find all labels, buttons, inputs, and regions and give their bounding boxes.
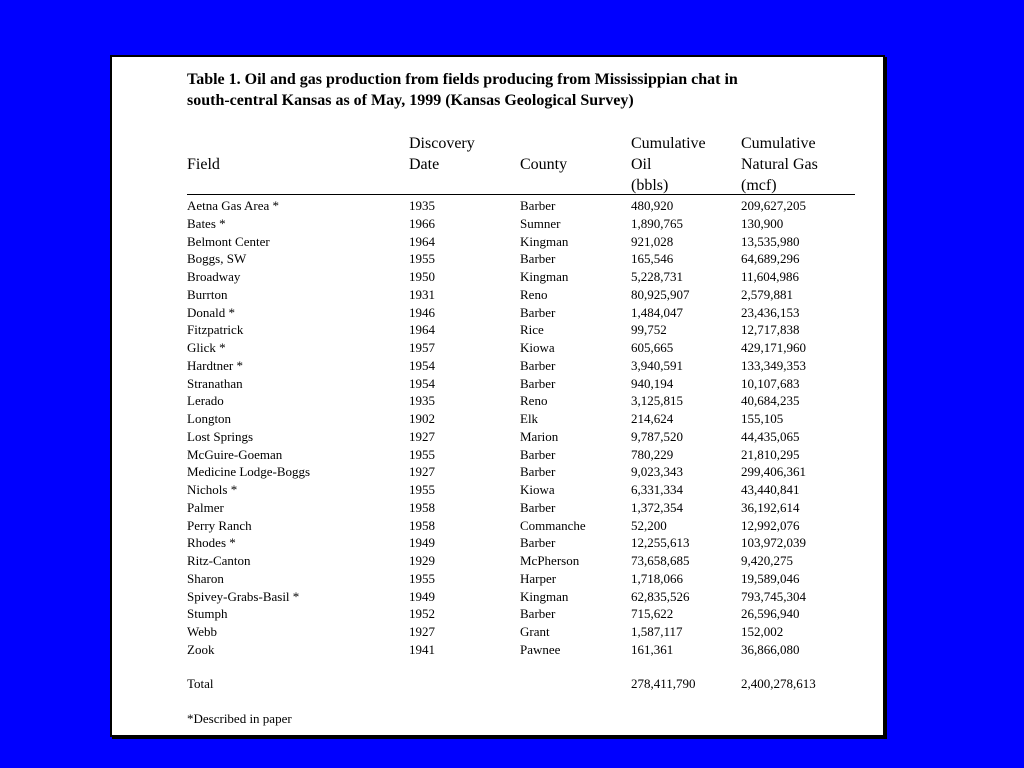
- cell-cumulative-gas: 209,627,205: [741, 198, 806, 213]
- cell-field: Stranathan: [187, 375, 243, 391]
- cell-county: Kiowa: [520, 482, 555, 497]
- cell-county: Reno: [520, 393, 548, 409]
- table-row: [187, 304, 867, 322]
- cell-cumulative-gas: 2,579,881: [741, 286, 793, 302]
- table-row: [187, 410, 867, 428]
- header-cumulative-oil: Cumulative Oil (bbls): [631, 135, 706, 194]
- cell-discovery-date: 1929: [409, 553, 435, 568]
- cell-cumulative-oil: 62,835,526: [631, 588, 690, 604]
- cell-field: Ritz-Canton: [187, 553, 251, 568]
- cell-cumulative-oil: 6,331,334: [631, 482, 683, 497]
- cell-cumulative-oil: 165,546: [631, 251, 674, 267]
- cell-county: Kingman: [520, 588, 569, 604]
- cell-discovery-date: 1955: [409, 251, 435, 267]
- cell-cumulative-oil: 1,890,765: [631, 215, 683, 231]
- cell-cumulative-oil: 940,194: [631, 375, 674, 391]
- cell-cumulative-gas: 40,684,235: [741, 393, 800, 409]
- cell-cumulative-oil: 1,718,066: [631, 570, 683, 586]
- table-row: [187, 321, 867, 339]
- total-row: [187, 675, 867, 693]
- cell-cumulative-oil: 80,925,907: [631, 286, 690, 302]
- total-label: Total: [187, 676, 214, 691]
- cell-discovery-date: 1955: [409, 482, 435, 497]
- cell-county: Grant: [520, 624, 550, 639]
- cell-cumulative-oil: 480,920: [631, 198, 674, 213]
- cell-county: Pawnee: [520, 641, 561, 657]
- cell-cumulative-gas: 13,535,980: [741, 233, 800, 249]
- cell-cumulative-gas: 44,435,065: [741, 428, 800, 444]
- cell-county: Reno: [520, 286, 548, 302]
- cell-county: Barber: [520, 535, 556, 551]
- cell-cumulative-oil: 780,229: [631, 446, 674, 462]
- table-row: [187, 268, 867, 286]
- cell-field: Rhodes *: [187, 535, 236, 551]
- cell-cumulative-oil: 9,787,520: [631, 428, 683, 444]
- cell-discovery-date: 1927: [409, 464, 435, 480]
- cell-field: Zook: [187, 641, 215, 657]
- cell-cumulative-oil: 9,023,343: [631, 464, 683, 480]
- cell-cumulative-gas: 64,689,296: [741, 251, 800, 267]
- cell-field: Fitzpatrick: [187, 322, 244, 338]
- cell-cumulative-gas: 130,900: [741, 215, 784, 231]
- total-gas: 2,400,278,613: [741, 676, 816, 691]
- cell-field: Broadway: [187, 269, 241, 284]
- table-row: [187, 499, 867, 517]
- cell-field: Bates *: [187, 215, 226, 231]
- header-discovery-date: Discovery Date: [409, 135, 475, 173]
- table-row: [187, 588, 867, 606]
- cell-field: Hardtner *: [187, 357, 243, 373]
- cell-cumulative-oil: 12,255,613: [631, 535, 690, 551]
- cell-county: Sumner: [520, 215, 561, 231]
- cell-cumulative-gas: 19,589,046: [741, 570, 800, 586]
- cell-discovery-date: 1927: [409, 428, 435, 444]
- cell-cumulative-oil: 3,940,591: [631, 357, 683, 373]
- cell-cumulative-gas: 36,192,614: [741, 499, 800, 515]
- cell-cumulative-gas: 793,745,304: [741, 588, 806, 604]
- cell-field: Burrton: [187, 286, 228, 302]
- cell-cumulative-gas: 103,972,039: [741, 535, 806, 551]
- cell-discovery-date: 1958: [409, 499, 435, 515]
- cell-field: Belmont Center: [187, 233, 270, 249]
- table-row: [187, 517, 867, 535]
- table-row: [187, 552, 867, 570]
- cell-cumulative-gas: 429,171,960: [741, 340, 806, 355]
- cell-field: Stumph: [187, 606, 228, 622]
- cell-county: Kingman: [520, 269, 569, 284]
- cell-discovery-date: 1941: [409, 641, 435, 657]
- cell-cumulative-gas: 12,992,076: [741, 517, 800, 533]
- cell-cumulative-gas: 10,107,683: [741, 375, 800, 391]
- cell-cumulative-gas: 299,406,361: [741, 464, 806, 480]
- cell-field: Medicine Lodge-Boggs: [187, 464, 311, 480]
- cell-county: Commanche: [520, 517, 586, 533]
- cell-cumulative-gas: 133,349,353: [741, 357, 806, 373]
- cell-cumulative-oil: 715,622: [631, 606, 674, 622]
- cell-discovery-date: 1935: [409, 198, 435, 213]
- total-oil: 278,411,790: [631, 676, 696, 691]
- footnote: *Described in paper: [187, 711, 292, 726]
- cell-cumulative-oil: 161,361: [631, 641, 674, 657]
- table-row: [187, 197, 867, 215]
- cell-county: Barber: [520, 375, 556, 391]
- cell-cumulative-gas: 12,717,838: [741, 322, 800, 338]
- cell-county: Barber: [520, 198, 556, 213]
- cell-cumulative-oil: 3,125,815: [631, 393, 683, 409]
- cell-cumulative-oil: 1,484,047: [631, 304, 683, 320]
- cell-county: Barber: [520, 251, 556, 267]
- cell-cumulative-oil: 214,624: [631, 411, 674, 426]
- cell-field: Perry Ranch: [187, 517, 252, 533]
- table-row: [187, 215, 867, 233]
- cell-field: Nichols *: [187, 482, 238, 497]
- cell-discovery-date: 1950: [409, 269, 435, 284]
- cell-cumulative-oil: 605,665: [631, 340, 674, 355]
- header-county: County: [520, 156, 568, 173]
- cell-cumulative-oil: 921,028: [631, 233, 674, 249]
- cell-discovery-date: 1964: [409, 322, 435, 338]
- cell-field: Sharon: [187, 570, 224, 586]
- cell-cumulative-gas: 152,002: [741, 624, 784, 639]
- title-line-2: south-central Kansas as of May, 1999 (Kansas Geological Survey): [187, 92, 634, 109]
- cell-discovery-date: 1946: [409, 304, 435, 320]
- cell-discovery-date: 1935: [409, 393, 435, 409]
- table-row: [187, 286, 867, 304]
- cell-county: Kiowa: [520, 340, 555, 355]
- cell-county: Marion: [520, 428, 559, 444]
- table-row: [187, 463, 867, 481]
- cell-discovery-date: 1927: [409, 624, 435, 639]
- cell-field: Lost Springs: [187, 428, 254, 444]
- cell-county: Barber: [520, 464, 556, 480]
- cell-discovery-date: 1931: [409, 286, 435, 302]
- table-row: [187, 339, 867, 357]
- table-row: [187, 233, 867, 251]
- cell-field: Boggs, SW: [187, 251, 247, 267]
- cell-county: McPherson: [520, 553, 580, 568]
- cell-cumulative-gas: 26,596,940: [741, 606, 800, 622]
- cell-discovery-date: 1949: [409, 535, 435, 551]
- cell-field: McGuire-Goeman: [187, 446, 283, 462]
- table-row: [187, 250, 867, 268]
- cell-field: Spivey-Grabs-Basil *: [187, 588, 300, 604]
- cell-county: Rice: [520, 322, 544, 338]
- cell-discovery-date: 1902: [409, 411, 435, 426]
- cell-cumulative-gas: 43,440,841: [741, 482, 800, 497]
- cell-county: Barber: [520, 304, 556, 320]
- table-body: [187, 197, 867, 659]
- cell-county: Kingman: [520, 233, 569, 249]
- cell-county: Barber: [520, 499, 556, 515]
- cell-discovery-date: 1949: [409, 588, 435, 604]
- cell-field: Longton: [187, 411, 232, 426]
- cell-discovery-date: 1954: [409, 375, 435, 391]
- table-row: [187, 375, 867, 393]
- cell-field: Lerado: [187, 393, 224, 409]
- cell-cumulative-gas: 21,810,295: [741, 446, 800, 462]
- table-row: [187, 605, 867, 623]
- cell-county: Barber: [520, 446, 556, 462]
- cell-field: Webb: [187, 624, 217, 639]
- cell-cumulative-gas: 23,436,153: [741, 304, 800, 320]
- cell-county: Barber: [520, 606, 556, 622]
- cell-cumulative-oil: 1,372,354: [631, 499, 683, 515]
- table-row: [187, 446, 867, 464]
- cell-cumulative-gas: 9,420,275: [741, 553, 793, 568]
- table-header: [187, 133, 855, 195]
- cell-discovery-date: 1964: [409, 233, 435, 249]
- table-row: [187, 570, 867, 588]
- cell-discovery-date: 1958: [409, 517, 435, 533]
- cell-field: Donald *: [187, 304, 236, 320]
- cell-discovery-date: 1954: [409, 357, 435, 373]
- cell-discovery-date: 1955: [409, 570, 435, 586]
- cell-field: Palmer: [187, 499, 224, 515]
- table-row: [187, 357, 867, 375]
- cell-cumulative-oil: 99,752: [631, 322, 667, 338]
- cell-cumulative-gas: 155,105: [741, 411, 784, 426]
- cell-county: Harper: [520, 570, 557, 586]
- cell-cumulative-gas: 36,866,080: [741, 641, 800, 657]
- table-row: [187, 534, 867, 552]
- table-title: [187, 69, 867, 111]
- cell-field: Glick *: [187, 340, 226, 355]
- table-row: [187, 641, 867, 659]
- cell-cumulative-gas: 11,604,986: [741, 269, 800, 284]
- cell-discovery-date: 1955: [409, 446, 435, 462]
- table-row: [187, 392, 867, 410]
- cell-county: Barber: [520, 357, 556, 373]
- cell-discovery-date: 1952: [409, 606, 435, 622]
- cell-cumulative-oil: 5,228,731: [631, 269, 683, 284]
- cell-discovery-date: 1957: [409, 340, 435, 355]
- cell-cumulative-oil: 1,587,117: [631, 624, 683, 639]
- header-field: Field: [187, 156, 220, 173]
- cell-cumulative-oil: 73,658,685: [631, 553, 690, 568]
- title-line-1: Table 1. Oil and gas production from fields producing from Mississippian chat in: [187, 71, 738, 88]
- slide-card: [110, 55, 885, 737]
- cell-field: Aetna Gas Area *: [187, 198, 280, 213]
- header-cumulative-gas: Cumulative Natural Gas (mcf): [741, 135, 818, 194]
- table-row: [187, 428, 867, 446]
- table-row: [187, 623, 867, 641]
- cell-cumulative-oil: 52,200: [631, 517, 667, 533]
- table-row: [187, 481, 867, 499]
- cell-county: Elk: [520, 411, 539, 426]
- cell-discovery-date: 1966: [409, 215, 435, 231]
